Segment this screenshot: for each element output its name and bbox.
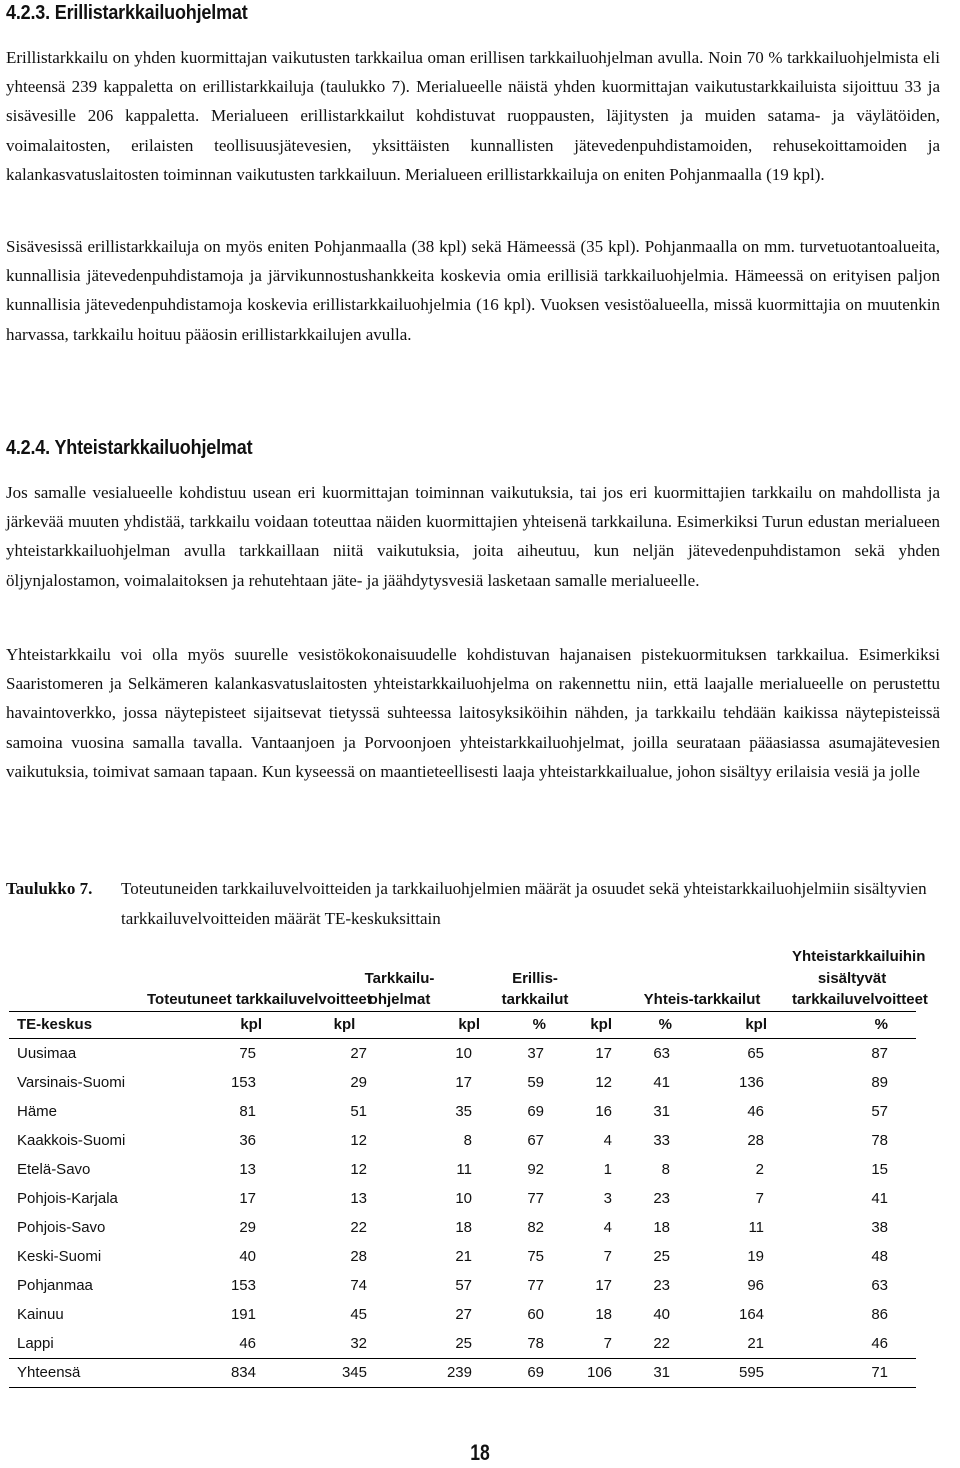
table-row: [9, 1329, 916, 1359]
table-total-row: [9, 1358, 916, 1387]
table-cell: 22: [350, 1218, 367, 1236]
data-table: [9, 946, 928, 1388]
table-cell: 106: [550, 1358, 620, 1387]
table-row: [9, 1155, 916, 1184]
table-cell: 239: [407, 1358, 480, 1387]
table-cell: 21: [747, 1334, 765, 1352]
table-cell: 21: [455, 1247, 472, 1265]
table-cell: 82: [527, 1218, 544, 1236]
table-cell: 13: [239, 1160, 256, 1178]
table-cell: 16: [595, 1102, 613, 1120]
group-header-yhteistarkkailut: Yhteis-tarkkailut: [643, 991, 761, 1008]
table-cell: 35: [455, 1102, 472, 1120]
table-cell: 12: [350, 1160, 367, 1178]
table-cell: 63: [871, 1276, 889, 1294]
group-header-toteutuneet: Toteutuneet tarkkailuvelvoitteet: [147, 991, 372, 1008]
group-header-erillistarkkailut: Erillis-tarkkailut: [501, 969, 569, 1008]
unit-header-kpl: kpl: [147, 1011, 262, 1038]
table-cell: 60: [527, 1305, 544, 1323]
table-cell: 40: [653, 1305, 671, 1323]
table-cell: 96: [747, 1276, 765, 1294]
cell-te-keskus: Kaakkois-Suomi: [17, 1131, 126, 1149]
table-cell: 4: [603, 1131, 613, 1149]
cell-te-keskus: Lappi: [17, 1334, 54, 1352]
table-cell: 77: [527, 1276, 544, 1294]
table-cell: 57: [455, 1276, 472, 1294]
table-cell: 46: [747, 1102, 765, 1120]
table-unit-header-row: [9, 1011, 916, 1038]
cell-te-keskus: Keski-Suomi: [17, 1247, 102, 1265]
table-cell: 33: [653, 1131, 671, 1149]
table-cell: 67: [527, 1131, 544, 1149]
table-cell: 153: [230, 1276, 256, 1294]
table-row: [9, 1213, 916, 1242]
table-cell: 29: [239, 1218, 256, 1236]
table-cell: 59: [527, 1073, 544, 1091]
table-cell: 18: [455, 1218, 472, 1236]
table-cell: 41: [871, 1189, 889, 1207]
group-header-yhteistarkkailuihin: Yhteistarkkailuihin sisältyvät tarkkailuvelvoitteet: [792, 948, 928, 1008]
table-row: [9, 1126, 916, 1155]
table-cell: 2: [755, 1160, 765, 1178]
cell-te-keskus: Uusimaa: [17, 1044, 77, 1062]
table-cell: 46: [871, 1334, 889, 1352]
table-cell: 45: [350, 1305, 367, 1323]
table-cell: 4: [603, 1218, 613, 1236]
table-cell: 10: [455, 1044, 472, 1062]
table-cell: 8: [661, 1160, 671, 1178]
table-cell: 136: [738, 1073, 765, 1091]
table-cell: 25: [455, 1334, 472, 1352]
unit-header-kpl: kpl: [262, 1011, 407, 1038]
table-cell: 51: [350, 1102, 367, 1120]
table-cell: 17: [455, 1073, 472, 1091]
table-cell: 27: [455, 1305, 472, 1323]
section-heading-yhteistarkkailu: 4.2.4. Yhteistarkkailuohjelmat: [6, 437, 253, 459]
table-cell: 11: [456, 1160, 472, 1178]
unit-header-kpl: kpl: [407, 1011, 480, 1038]
table-cell: 28: [747, 1131, 765, 1149]
table-cell: 22: [653, 1334, 671, 1352]
table-row: [9, 1184, 916, 1213]
table-cell: 86: [871, 1305, 889, 1323]
table-cell: 595: [676, 1358, 772, 1387]
table-cell: 11: [748, 1218, 765, 1236]
table-cell: 89: [871, 1073, 889, 1091]
table-cell: 7: [603, 1334, 613, 1352]
table-cell: 15: [871, 1160, 889, 1178]
table-cell: 71: [772, 1358, 916, 1387]
table-row: [9, 1097, 916, 1126]
table-cell: 345: [262, 1358, 407, 1387]
table-cell: 29: [350, 1073, 367, 1091]
unit-header-percent: %: [620, 1011, 676, 1038]
table-cell: 38: [871, 1218, 889, 1236]
table-cell: 153: [230, 1073, 256, 1091]
table-cell: 78: [871, 1131, 889, 1149]
paragraph-yhteistarkkailu-2: Yhteistarkkailu voi olla myös suurelle vesistökokonaisuudelle kohdistuvan hajanaisen pistekuormituksen tarkkailua. Esimerkiksi Saaristomeren ja Selkämeren kalankasvatuslaitosten yhteistarkkailuohjelma on rakennettu niin, että laajalle merialueelle on perustettu havaintoverkko, jossa näytepisteet sijaitsevat tietyssä suhteessa laitosyksiköihin nähden, ja tarkkailu tehdään kaikissa näytepisteissä samoina vuosina samalla tavalla. Vantaanjoen ja Porvoonjoen yhteistarkkailuohjelmat, joilla seurataan pääasiassa asumajätevesien vaikutuksia, toimivat samaan tapaan. Kun kyseessä on maantieteellisesti laaja yhteistarkkailualue, johon sisältyy erilaisia vesiä ja jolle: [6, 645, 940, 781]
table-cell: 32: [350, 1334, 367, 1352]
table-cell: 92: [527, 1160, 544, 1178]
table-cell: 75: [527, 1247, 544, 1265]
table-cell: 63: [653, 1044, 671, 1062]
table-cell: 12: [595, 1073, 613, 1091]
table-cell: 164: [738, 1305, 765, 1323]
table-cell: 17: [239, 1189, 256, 1207]
unit-header-te-keskus: TE-keskus: [9, 1011, 147, 1038]
table-cell: 10: [455, 1189, 472, 1207]
table-cell: 37: [527, 1044, 544, 1062]
table-cell: 25: [653, 1247, 671, 1265]
paragraph-erillistarkkailu-2: Sisävesissä erillistarkkailuja on myös eniten Pohjanmaalla (38 kpl) sekä Hämeessä (35 kpl). Pohjanmaalla on mm. turvetuotantoalueita, kunnallisia jätevedenpuhdistamoja ja järvikunnostushankkeita koskevia omia erillisiä tarkkailuohjelmia. Hämeessä on erityisen paljon kunnallisia jätevedenpuhdistamoja koskevia erillistarkkailuohjelmia (16 kpl). Vuoksen vesistöalueella, missä kuormittajia on muutenkin harvassa, tarkkailu hoituu pääosin erillistarkkailujen avulla.: [6, 237, 940, 344]
group-header-tarkkailuohjelmat: Tarkkailu-ohjelmat: [364, 969, 435, 1008]
table-cell: 57: [871, 1102, 889, 1120]
group-header-blank: [9, 946, 147, 1011]
cell-te-keskus: Pohjois-Savo: [17, 1218, 106, 1236]
cell-te-keskus: Pohjanmaa: [17, 1276, 93, 1294]
table-cell: 7: [603, 1247, 613, 1265]
table-cell: 7: [755, 1189, 765, 1207]
table-cell: 69: [527, 1102, 544, 1120]
table-cell: 28: [350, 1247, 367, 1265]
unit-header-percent: %: [480, 1011, 550, 1038]
table-cell: 31: [620, 1358, 676, 1387]
unit-header-kpl: kpl: [550, 1011, 620, 1038]
cell-te-keskus: Etelä-Savo: [17, 1160, 91, 1178]
table-cell: 81: [239, 1102, 256, 1120]
page-number: 18: [470, 1440, 490, 1465]
table-cell: 75: [239, 1044, 256, 1062]
table-cell: 23: [653, 1189, 671, 1207]
table-cell: 77: [527, 1189, 544, 1207]
table-cell: 18: [595, 1305, 613, 1323]
unit-header-kpl: kpl: [676, 1011, 772, 1038]
cell-te-keskus: Yhteensä: [9, 1358, 147, 1387]
table-cell: 19: [747, 1247, 765, 1265]
table-cell: 23: [653, 1276, 671, 1294]
table-cell: 36: [239, 1131, 256, 1149]
section-heading-erillistarkkailu: 4.2.3. Erillistarkkailuohjelmat: [6, 2, 248, 24]
table-cell: 3: [603, 1189, 613, 1207]
table-cell: 13: [350, 1189, 367, 1207]
table-caption-label: Taulukko 7.: [6, 879, 93, 898]
table-cell: 1: [603, 1160, 613, 1178]
table-cell: 17: [595, 1044, 613, 1062]
table-caption-text: Toteutuneiden tarkkailuvelvoitteiden ja tarkkailuohjelmien määrät ja osuudet sekä yhteistarkkailuohjelmiin sisältyvien tarkkailuvelvoitteiden määrät TE-keskuksittain: [121, 879, 927, 928]
cell-te-keskus: Pohjois-Karjala: [17, 1189, 118, 1207]
paragraph-yhteistarkkailu-1: Jos samalle vesialueelle kohdistuu usean eri kuormittajan toiminnan vaikutuksia, tai jos eri kuormittajien tarkkailu on mahdollista ja järkevää muuten yhdistää, tarkkailu voidaan toteuttaa näiden kuormittajien yhteisenä tarkkailuna. Esimerkiksi Turun edustan merialueen yhteistarkkailuohjelman avulla tarkkaillaan niitä vaikutuksia, joita aiheutuu, kun neljän jätevedenpuhdistamon sekä yhden öljynjalostamon, voimalaitoksen ja rehutehtaan jäte- ja jäähdytysvesiä lasketaan samalle merialueelle.: [6, 483, 940, 590]
table-row: [9, 1068, 916, 1097]
table-cell: 69: [480, 1358, 550, 1387]
table-cell: 8: [463, 1131, 472, 1149]
table-cell: 27: [350, 1044, 367, 1062]
paragraph-erillistarkkailu-1: Erillistarkkailu on yhden kuormittajan vaikutusten tarkkailua oman erillisen tarkkailuohjelman avulla. Noin 70 % tarkkailuohjelmista eli yhteensä 239 kappaletta on erillistarkkailuja (taulukko 7). Merialueelle näistä yhden kuormittajan vaikutustarkkailuista sijoittuu 33 ja sisävesille 206 kappaletta. Merialueen erillistarkkailut kohdistuvat ruoppausten, läjitysten ja muiden satama- ja väylätöiden, voimalaitosten, erilaisten teollisuusjätevesien, yksittäisten kunnallisten jätevedenpuhdistamoiden, rehusekoittamoiden ja kalankasvatuslaitosten toiminnan vaikutusten tarkkailuun. Merialueen erillistarkkailuja on eniten Pohjanmaalla (19 kpl).: [6, 48, 940, 184]
table-cell: 74: [350, 1276, 367, 1294]
table-cell: 31: [653, 1102, 671, 1120]
table-cell: 48: [871, 1247, 889, 1265]
table-cell: 78: [527, 1334, 544, 1352]
cell-te-keskus: Varsinais-Suomi: [17, 1073, 126, 1091]
table-row: [9, 1038, 916, 1068]
table-cell: 41: [653, 1073, 671, 1091]
cell-te-keskus: Kainuu: [17, 1305, 64, 1323]
table-row: [9, 1300, 916, 1329]
table-cell: 87: [871, 1044, 889, 1062]
table-cell: 834: [147, 1358, 262, 1387]
table-group-header-row: [9, 946, 916, 1011]
table-cell: 18: [653, 1218, 671, 1236]
table-cell: 12: [350, 1131, 367, 1149]
cell-te-keskus: Häme: [17, 1102, 58, 1120]
unit-header-percent: %: [772, 1011, 916, 1038]
table-row: [9, 1242, 916, 1271]
table-cell: 65: [747, 1044, 765, 1062]
table-cell: 17: [595, 1276, 613, 1294]
table-cell: 40: [239, 1247, 256, 1265]
table-body: [9, 1038, 916, 1387]
table-cell: 46: [239, 1334, 256, 1352]
table-row: [9, 1271, 916, 1300]
table-cell: 191: [230, 1305, 256, 1323]
